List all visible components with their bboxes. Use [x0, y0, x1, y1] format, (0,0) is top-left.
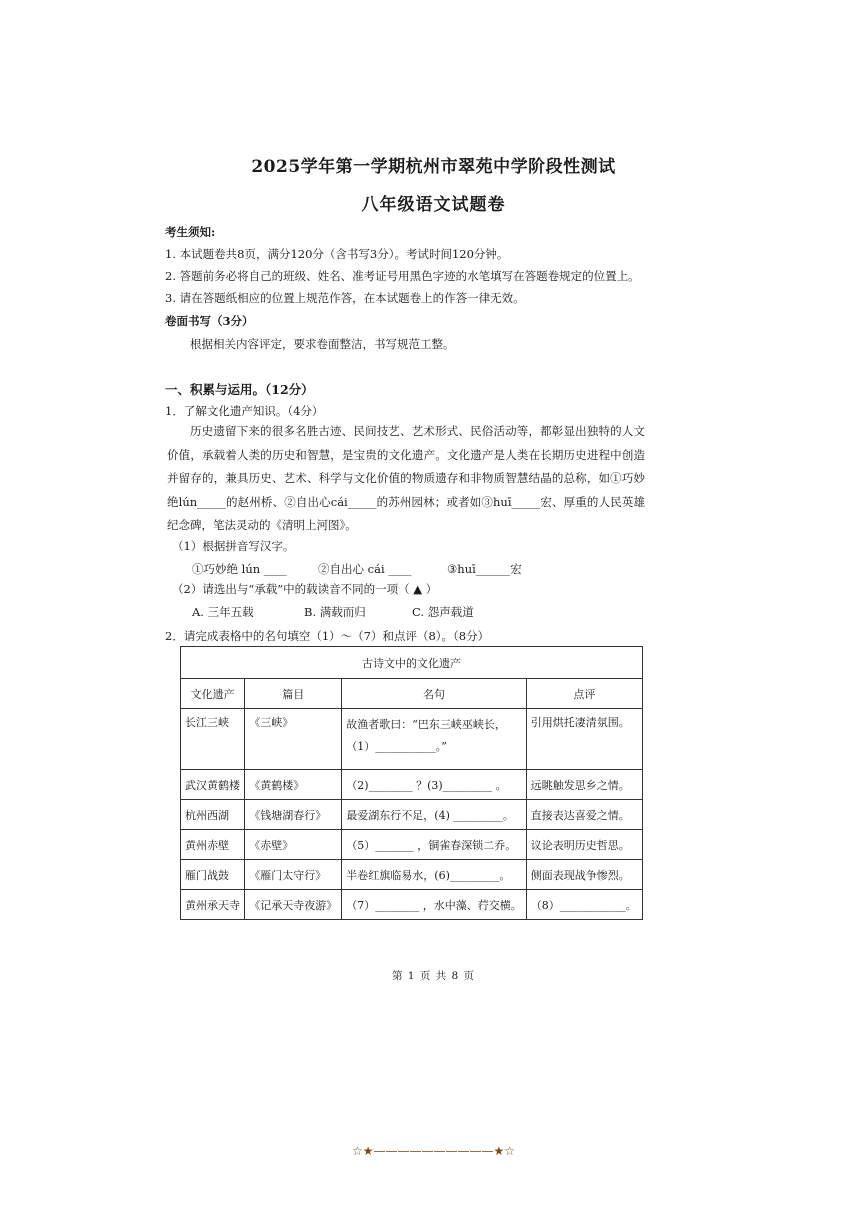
q1-sub1-item-3: ③huī______宏: [447, 562, 522, 576]
culture-heritage-table: [180, 646, 643, 920]
table-row: [181, 800, 643, 830]
table-row: [181, 709, 643, 770]
table-caption: 古诗文中的文化遗产: [181, 647, 643, 679]
q1-stem: 1．了解文化遗产知识。（4分）: [165, 404, 324, 418]
footer-star-decoration: ☆★——————————★☆: [351, 1144, 516, 1158]
table-cell: 故渔者歌曰：“巴东三峡巫峡长，（1）___________。”: [342, 709, 527, 770]
table-cell: 《三峡》: [245, 709, 342, 770]
table-header-comment: 点评: [526, 679, 642, 709]
table-cell: 引用烘托凄清氛围。: [526, 709, 642, 770]
table-cell: 黄州承天寺: [181, 890, 245, 920]
table-cell: 半卷红旗临易水，(6)_________。: [342, 860, 527, 890]
table-cell: 杭州西湖: [181, 800, 245, 830]
table-cell: 最爱湖东行不足，(4) _________。: [342, 800, 527, 830]
table-cell: 《赤壁》: [245, 830, 342, 860]
table-cell: 远眺触发思乡之情。: [526, 770, 642, 800]
table-header-heritage: 文化遗产: [181, 679, 245, 709]
table-cell: 议论表明历史哲思。: [526, 830, 642, 860]
table-cell: （8）____________。: [526, 890, 642, 920]
table-cell: 雁门战鼓: [181, 860, 245, 890]
q1-sub1-item-1: ①巧妙绝 lún ____: [192, 562, 287, 576]
handwriting-text: 根据相关内容评定，要求卷面整洁，书写规范工整。: [190, 337, 455, 351]
q1-passage: 历史遗留下来的很多名胜古迹、民间技艺、艺术形式、民俗活动等，都彰显出独特的人文价值，承载着人类的历史和智慧，是宝贵的文化遗产。文化遗产是人类在长期历史进程中创造并留存的，兼具历史、艺术、科学与文化价值的物质遗存和非物质智慧结晶的总称，如①巧妙绝lún_____的赵州桥、②自出心cái_____的苏州园林；或者如③huī_____宏、厚重的人民英雄纪念碑，笔法灵动的《清明上河图》。: [167, 424, 645, 532]
table-cell: 《雁门太守行》: [245, 860, 342, 890]
table-cell: （7）________ ，水中藻、荇交横。: [342, 890, 527, 920]
table-cell: （5）_______ ，铜雀春深锁二乔。: [342, 830, 527, 860]
q1-option-c: C. 怨声载道: [412, 605, 474, 619]
q2-stem: 2．请完成表格中的名句填空（1）～（7）和点评（8）。（8分）: [165, 629, 490, 643]
table-cell: 直接表达喜爱之情。: [526, 800, 642, 830]
handwriting-heading: 卷面书写（3分）: [165, 314, 254, 328]
table-row: [181, 890, 643, 920]
notice-item-1: 1. 本试题卷共8页，满分120分（含书写3分）。考试时间120分钟。: [165, 247, 509, 261]
notice-item-2: 2. 答题前务必将自己的班级、姓名、准考证号用黑色字迹的水笔填写在答题卷规定的位置上。: [165, 269, 640, 283]
table-row: [181, 830, 643, 860]
exam-title: 2025学年第一学期杭州市翠苑中学阶段性测试: [251, 157, 616, 177]
table-row: [181, 860, 643, 890]
table-header-title: 篇目: [245, 679, 342, 709]
q1-sub2-prompt: （2）请选出与“承载”中的载读音不同的一项（ ▲ ）: [172, 582, 438, 596]
exam-subtitle: 八年级语文试题卷: [361, 195, 506, 215]
notice-heading: 考生须知:: [165, 225, 216, 239]
section1-heading: 一、积累与运用。（12分）: [165, 382, 314, 397]
table-header-quote: 名句: [342, 679, 527, 709]
table-cell: （2)________ ？(3)_________ 。: [342, 770, 527, 800]
q1-sub1-item-2: ②自出心 cái ____: [318, 562, 412, 576]
table-cell: 武汉黄鹤楼: [181, 770, 245, 800]
page-number: 第 1 页 共 8 页: [391, 970, 476, 982]
table-cell: 《黄鹤楼》: [245, 770, 342, 800]
table-cell: 侧面表现战争惨烈。: [526, 860, 642, 890]
table-cell: 《记承天寺夜游》: [245, 890, 342, 920]
notice-item-3: 3. 请在答题纸相应的位置上规范作答，在本试题卷上的作答一律无效。: [165, 291, 525, 305]
q1-option-b: B. 满载而归: [304, 605, 366, 619]
table-cell: 黄州赤壁: [181, 830, 245, 860]
q1-option-a: A. 三年五载: [192, 605, 254, 619]
table-row: [181, 770, 643, 800]
table-cell: 长江三峡: [181, 709, 245, 770]
table-cell: 《钱塘湖春行》: [245, 800, 342, 830]
q1-sub1-prompt: （1）根据拼音写汉字。: [172, 539, 295, 553]
